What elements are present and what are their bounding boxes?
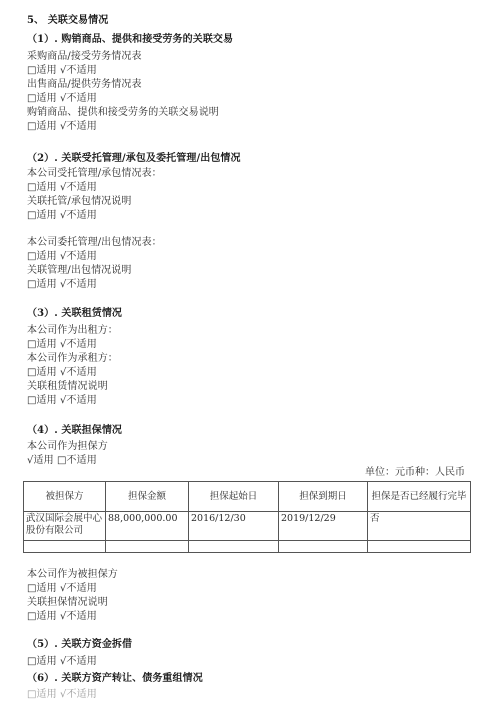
text-line: □适用 √不适用: [27, 251, 97, 262]
text-line: □适用 √不适用: [27, 339, 97, 350]
cell-empty: [368, 541, 471, 553]
text-line: 关联担保情况说明: [27, 597, 108, 608]
text-line: □适用 √不适用: [27, 93, 97, 104]
guarantee-table: [23, 481, 471, 553]
section-heading: （5）. 关联方资金拆借: [27, 639, 133, 650]
section-heading: （3）. 关联租赁情况: [27, 308, 123, 319]
text-line: □适用 √不适用: [27, 395, 97, 406]
header-fulfilled: 担保是否已经履行完毕: [368, 482, 471, 512]
text-line: 本公司受托管理/承包情况表：: [27, 168, 162, 179]
text-line: □适用 √不适用: [27, 210, 97, 221]
text-line: 本公司作为被担保方: [27, 569, 118, 580]
currency-unit-label: 单位：元币种：人民币: [365, 467, 465, 478]
header-end-date: 担保到期日: [279, 482, 368, 512]
cell-empty: [106, 541, 189, 553]
section-heading: （2）. 关联受托管理/承包及委托管理/出包情况: [27, 153, 241, 164]
text-line: □适用 √不适用: [27, 656, 97, 667]
section-heading: （6）. 关联方资产转让、债务重组情况: [27, 673, 203, 684]
text-line: 本公司作为承租方：: [27, 353, 118, 364]
text-line: 采购商品/接受劳务情况表: [27, 51, 142, 62]
cell-empty: [279, 541, 368, 553]
section-heading: （1）. 购销商品、提供和接受劳务的关联交易: [27, 34, 234, 45]
text-line: 本公司作为出租方：: [27, 325, 118, 336]
text-line: 关联管理/出包情况说明: [27, 265, 132, 276]
text-line: □适用 √不适用: [27, 121, 97, 132]
text-line: □适用 √不适用: [27, 583, 97, 594]
cell-empty: [24, 541, 106, 553]
text-line: □适用 √不适用: [27, 279, 97, 290]
text-line: □适用 √不适用: [27, 182, 97, 193]
text-line: 关联托管/承包情况说明: [27, 196, 132, 207]
section-heading: （4）. 关联担保情况: [27, 425, 123, 436]
text-line: 本公司作为担保方: [27, 441, 108, 452]
text-line: □适用 √不适用: [27, 611, 97, 622]
header-guaranteed-party: 被担保方: [24, 482, 106, 512]
header-start-date: 担保起始日: [189, 482, 279, 512]
cell-guarantee-amount: 88,000,000.00: [106, 512, 189, 541]
cell-guaranteed-party: 武汉国际会展中心股份有限公司: [24, 512, 106, 541]
header-guarantee-amount: 担保金额: [106, 482, 189, 512]
text-line: 出售商品/提供劳务情况表: [27, 79, 142, 90]
cell-empty: [189, 541, 279, 553]
text-line: 本公司委托管理/出包情况表：: [27, 237, 162, 248]
cell-fulfilled: 否: [368, 512, 471, 541]
text-line: □适用 √不适用: [27, 367, 97, 378]
table-row: [24, 512, 471, 541]
text-line: 购销商品、提供和接受劳务的关联交易说明: [27, 107, 219, 118]
text-line: 关联租赁情况说明: [27, 381, 108, 392]
table-row: [24, 541, 471, 553]
text-line: □适用 √不适用: [27, 689, 97, 700]
table-header-row: [24, 482, 471, 512]
section-heading: 5、 关联交易情况: [27, 15, 109, 26]
text-line: √适用 □不适用: [27, 455, 97, 466]
cell-end-date: 2019/12/29: [279, 512, 368, 541]
cell-start-date: 2016/12/30: [189, 512, 279, 541]
text-line: □适用 √不适用: [27, 65, 97, 76]
